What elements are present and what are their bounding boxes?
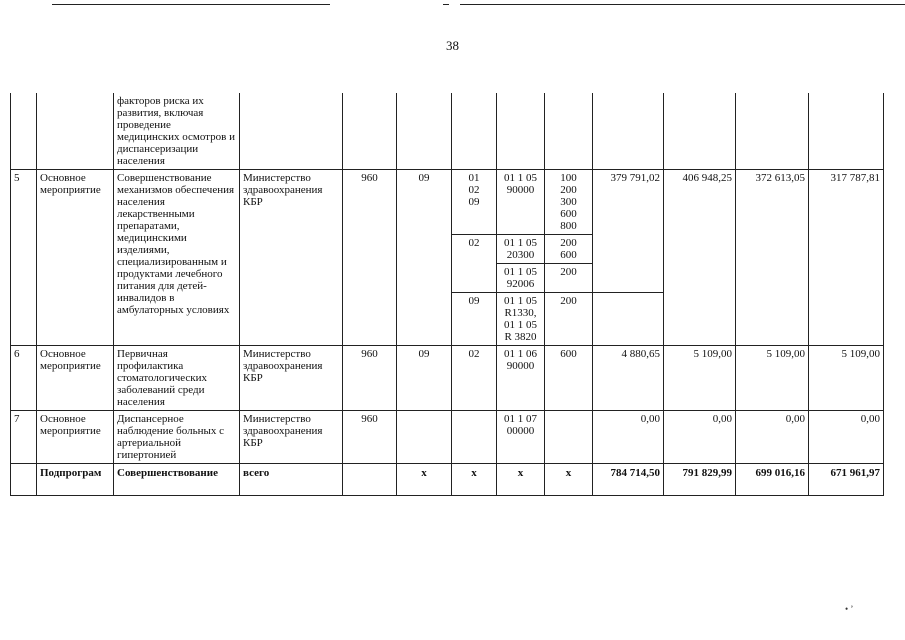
cell-executor (240, 93, 343, 170)
cell-csr: 01 1 06 90000 (497, 346, 545, 411)
cell-vr (545, 411, 593, 464)
cell-name: Первичная профилактика стоматологических заболеваний среди населения (114, 346, 240, 411)
cell-v3 (736, 93, 809, 170)
cell-csr: 01 1 05 20300 (497, 235, 545, 264)
cell-vr: 200 600 (545, 235, 593, 264)
cell-executor: Министерство здравоохранения КБР (240, 170, 343, 346)
cell-vr: 600 (545, 346, 593, 411)
cell-v3: 699 016,16 (736, 464, 809, 496)
cell-v2: 5 109,00 (664, 346, 736, 411)
cell-pr (452, 93, 497, 170)
cell-v4: 0,00 (809, 411, 884, 464)
cell-csr (497, 93, 545, 170)
cell-executor: Министерство здравоохранения КБР (240, 346, 343, 411)
cell-num: 6 (11, 346, 37, 411)
cell-csr: 01 1 07 00000 (497, 411, 545, 464)
top-rule-right (460, 4, 905, 5)
cell-name: Диспансерное наблюдение больных с артериальной гипертонией (114, 411, 240, 464)
cell-v2: 406 948,25 (664, 170, 736, 346)
cell-csr: 01 1 05 92006 (497, 264, 545, 293)
cell-pr: 01 02 09 (452, 170, 497, 235)
cell-grbs: 960 (343, 411, 397, 464)
cell-pr: 02 (452, 346, 497, 411)
cell-type: Основное мероприятие (37, 170, 114, 346)
cell-v4 (809, 93, 884, 170)
cell-pr: 09 (452, 293, 497, 346)
cell-executor: всего (240, 464, 343, 496)
cell-v1: 0,00 (593, 411, 664, 464)
cell-v1: 379 791,02 (593, 170, 664, 293)
cell-pr: 02 (452, 235, 497, 293)
page-number: 38 (446, 38, 459, 53)
cell-v3: 0,00 (736, 411, 809, 464)
corner-marks: • ʼ (845, 604, 854, 614)
cell-num: 7 (11, 411, 37, 464)
cell-num (11, 464, 37, 496)
cell-type: Основное мероприятие (37, 346, 114, 411)
cell-v1: 784 714,50 (593, 464, 664, 496)
cell-v4: 671 961,97 (809, 464, 884, 496)
cell-name: Совершенствование механизмов обеспечения населения лекарственными препаратами, медицинскими изделиями, специализированным и продуктами лечебного питания для детей-инвалидов в амбулаторных условиях (114, 170, 240, 346)
cell-v4: 5 109,00 (809, 346, 884, 411)
top-rule-left (52, 4, 330, 5)
cell-vr: 200 (545, 293, 593, 346)
cell-grbs: 960 (343, 346, 397, 411)
cell-vr: 100 200 300 600 800 (545, 170, 593, 235)
cell-vr (545, 93, 593, 170)
cell-pr (452, 411, 497, 464)
cell-csr: x (497, 464, 545, 496)
cell-rzpr: x (397, 464, 452, 496)
table-row-continuation (11, 93, 884, 170)
cell-pr: x (452, 464, 497, 496)
cell-csr: 01 1 05 90000 (497, 170, 545, 235)
cell-v3: 5 109,00 (736, 346, 809, 411)
cell-vr: x (545, 464, 593, 496)
cell-csr: 01 1 05 R1330, 01 1 05 R 3820 (497, 293, 545, 346)
cell-rzpr: 09 (397, 170, 452, 346)
cell-rzpr (397, 93, 452, 170)
cell-grbs (343, 464, 397, 496)
cell-vr: 200 (545, 264, 593, 293)
cell-num (11, 93, 37, 170)
cell-v3: 372 613,05 (736, 170, 809, 346)
cell-v1 (593, 293, 664, 346)
cell-v1: 4 880,65 (593, 346, 664, 411)
cell-rzpr: 09 (397, 346, 452, 411)
table-row-summary (11, 464, 884, 496)
cell-v2: 0,00 (664, 411, 736, 464)
cell-type: Подпрограм (37, 464, 114, 496)
cell-grbs (343, 93, 397, 170)
cell-num: 5 (11, 170, 37, 346)
cell-v2 (664, 93, 736, 170)
cell-rzpr (397, 411, 452, 464)
cell-grbs: 960 (343, 170, 397, 346)
top-rule-dash (443, 4, 449, 5)
table-row-7 (11, 411, 884, 464)
cell-v4: 317 787,81 (809, 170, 884, 346)
cell-executor: Министерство здравоохранения КБР (240, 411, 343, 464)
cell-v1 (593, 93, 664, 170)
table-row-6 (11, 346, 884, 411)
budget-table (10, 93, 884, 496)
cell-v2: 791 829,99 (664, 464, 736, 496)
cell-type (37, 93, 114, 170)
cell-name: Совершенствование (114, 464, 240, 496)
cell-type: Основное мероприятие (37, 411, 114, 464)
cell-name: факторов риска их развития, включая проведение медицинских осмотров и диспансеризации населения (114, 93, 240, 170)
table-row-5 (11, 170, 884, 235)
